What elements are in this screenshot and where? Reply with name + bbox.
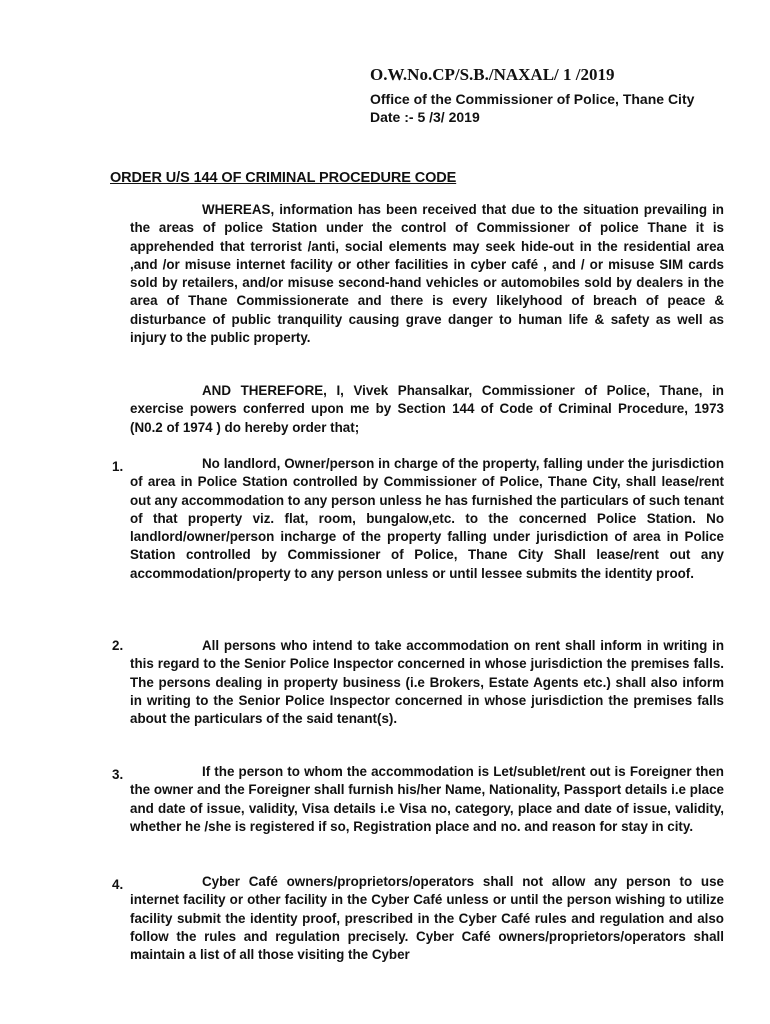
therefore-text: AND THEREFORE, I, Vivek Phansalkar, Commissioner of Police, Thane, in exercise powers conferred upon me by Section 144 of Code of Criminal Procedure, 1973 (N0.2 of 1974 ) do hereby order that; bbox=[130, 383, 724, 435]
item-number: 4. bbox=[112, 877, 124, 892]
order-item bbox=[130, 637, 724, 728]
whereas-paragraph bbox=[130, 201, 724, 347]
order-item bbox=[130, 873, 724, 964]
item-number: 3. bbox=[112, 767, 124, 782]
therefore-paragraph bbox=[130, 382, 724, 437]
item-number: 2. bbox=[112, 638, 124, 653]
order-item bbox=[130, 763, 724, 836]
order-item-text: All persons who intend to take accommodation on rent shall inform in writing in this regard to the Senior Police Inspector concerned in whose jurisdiction the premises falls. The persons dealing in property business (i.e Brokers, Estate Agents etc.) shall also inform in writing to the Senior Police Inspector concerned in whose jurisdiction the premises falls about the particulars of the said tenant(s). bbox=[130, 638, 724, 727]
order-title: ORDER U/S 144 OF CRIMINAL PROCEDURE CODE bbox=[110, 170, 457, 186]
issuing-office: Office of the Commissioner of Police, Thane City bbox=[370, 91, 695, 107]
order-item-text: Cyber Café owners/proprietors/operators shall not allow any person to use internet facility or other facility in the Cyber Café unless or until the person wishing to utilize facility submit the identity proof, prescribed in the Cyber Café rules and regulation and also follow the rules and regulation precisely. Cyber Café owners/proprietors/operators shall maintain a list of all those visiting the Cyber bbox=[130, 874, 724, 963]
document-header bbox=[370, 64, 750, 126]
item-number: 1. bbox=[112, 459, 124, 474]
whereas-text: WHEREAS, information has been received that due to the situation prevailing in the areas of police Station under the control of Commissioner of police Thane it is apprehended that terrorist /anti, social elements may seek hide-out in the residential area ,and /or misuse internet facility or other facilities in cyber café , and / or misuse SIM cards sold by retailers, and/or misuse second-hand vehicles or automobiles sold by dealers in the area of Thane Commissionerate and there is every likelyhood of breach of peace & disturbance of public tranquility causing grave danger to human life & safety as well as injury to the public property. bbox=[130, 202, 724, 346]
reference-number: O.W.No.CP/S.B./NAXAL/ 1 /2019 bbox=[370, 65, 615, 84]
order-date: Date :- 5 /3/ 2019 bbox=[370, 109, 480, 125]
order-item-text: No landlord, Owner/person in charge of the property, falling under the jurisdiction of area in Police Station controlled by Commissioner of Police, Thane City, shall lease/rent out any accommodation to any person unless he has furnished the particulars of such tenant of that property viz. flat, room, bungalow,etc. to the concerned Police Station. No landlord/owner/person incharge of the property falling under jurisdiction of area in Police Station controlled by Commissioner of Police, Thane City Shall lease/rent out any accommodation/property to any person unless or until lessee submits the identity proof. bbox=[130, 456, 724, 581]
order-item bbox=[130, 455, 724, 583]
order-item-text: If the person to whom the accommodation is Let/sublet/rent out is Foreigner then the owner and the Foreigner shall furnish his/her Name, Nationality, Passport details i.e place and date of issue, validity, Visa details i.e Visa no, category, place and date of issue, validity, whether he /she is registered if so, Registration place and no. and reason for stay in city. bbox=[130, 764, 724, 834]
